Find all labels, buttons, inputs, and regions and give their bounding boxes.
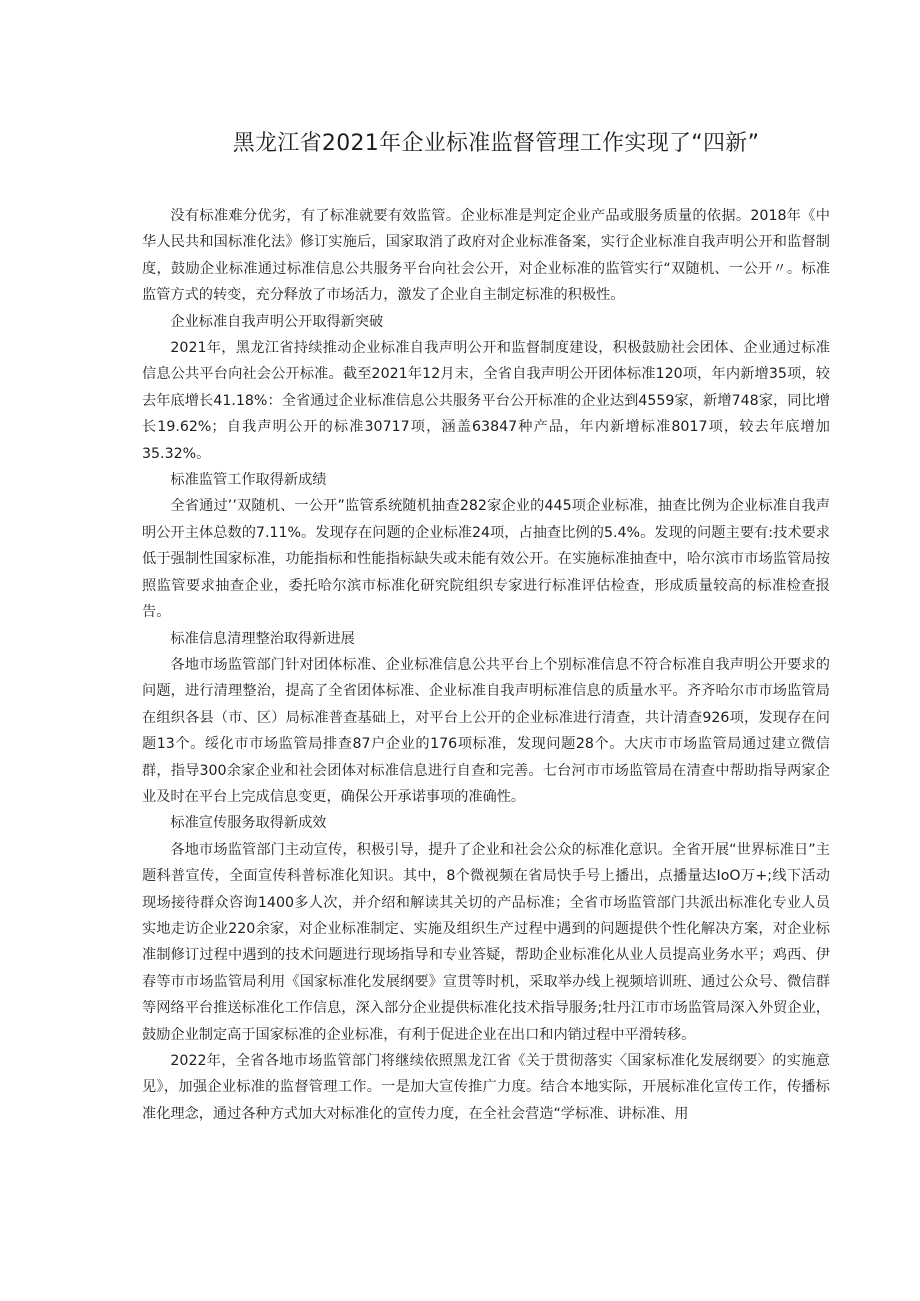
paragraph-conclusion: 2022年，全省各地市场监管部门将继续依照黑龙江省《关于贯彻落实〈国家标准化发展纲要〉的实施意见》，加强企业标准的监督管理工作。一是加大宣传推广力度。结合本地实际，开展标准化宣传工作，传播标准化理念，通过各种方式加大对标准化的宣传力度，在全社会营造“学标准、讲标准、用 xyxy=(142,1053,830,1122)
section-heading: 标准宣传服务取得新成效 xyxy=(170,815,327,832)
paragraph-intro: 没有标准难分优劣，有了标准就要有效监管。企业标准是判定企业产品或服务质量的依据。2018年《中华人民共和国标准化法》修订实施后，国家取消了政府对企业标准备案，实行企业标准自我声明公开和监督制度，鼓励企业标准通过标准信息公共服务平台向社会公开，对企业标准的监管实行“双随机、一公开〃。标准监管方式的转变，充分释放了市场活力，激发了企业自主制定标准的积极性。 xyxy=(142,208,830,304)
section-heading: 标准监管工作取得新成绩 xyxy=(170,472,327,489)
section-heading: 企业标准自我声明公开取得新突破 xyxy=(170,313,384,330)
paragraph: 2021年，黑龙江省持续推动企业标准自我声明公开和监督制度建设，积极鼓励社会团体、企业通过标准信息公共平台向社会公开标准。截至2021年12月末，全省自我声明公开团体标准120项，年内新增35项，较去年底增长41.18%：全省通过企业标准信息公共服务平台公开标准的企业达到4559家，新增748家，同比增长19.62%；自我声明公开的标准30717项，涵盖63847种产品，年内新增标准8017项，较去年底增加35.32%。 xyxy=(142,340,830,462)
paragraph: 全省通过’’双随机、一公开”监管系统随机抽查282家企业的445项企业标准，抽查比例为企业标准自我声明公开主体总数的7.11%。发现存在问题的企业标准24项，占抽查比例的5.4%。发现的问题主要有:技术要求低于强制性国家标准，功能指标和性能指标缺失或未能有效公开。在实施标准抽查中，哈尔滨市市场监管局按照监管要求抽查企业，委托哈尔滨市标准化研究院组织专家进行标准评估检查，形成质量较高的标准检查报告。 xyxy=(142,498,830,621)
paragraph: 各地市场监管部门主动宣传，积极引导，提升了企业和社会公众的标准化意识。全省开展“世界标准日”主题科普宣传，全面宣传科普标准化知识。其中，8个微视频在省局快手号上播出，点播量达IoO万+;线下活动现场接待群众咨询1400多人次，并介绍和解读其关切的产品标准；全省市场监管部门共派出标准化专业人员实地走访企业220余家，对企业标准制定、实施及组织生产过程中遇到的问题提供个性化解决方案，对企业标准制修订过程中遇到的技术问题进行现场指导和专业答疑，帮助企业标准化从业人员提高业务水平；鸡西、伊春等市市场监管局利用《国家标准化发展纲要》宣贯等时机，采取举办线上视频培训班、通过公众号、微信群等网络平台推送标准化工作信息，深入部分企业提供标准化技术指导服务;牡丹江市市场监管局深入外贸企业，鼓励企业制定高于国家标准的企业标准，有利于促进企业在出口和内销过程中平滑转移。 xyxy=(142,841,830,1043)
document-title: 黑龙江省2021年企业标准监督管理工作实现了“四新” xyxy=(232,131,760,156)
paragraph: 各地市场监管部门针对团体标准、企业标准信息公共平台上个别标准信息不符合标准自我声明公开要求的问题，进行清理整治，提高了全省团体标准、企业标准自我声明标准信息的质量水平。齐齐哈尔市市场监管局在组织各县（市、区）局标准普查基础上，对平台上公开的企业标准进行清查，共计清查926项，发现存在问题13个。绥化市市场监管局排查87户企业的176项标准，发现问题28个。大庆市市场监管局通过建立微信群，指导300余家企业和社会团体对标准信息进行自查和完善。七台河市市场监管局在清查中帮助指导两家企业及时在平台上完成信息变更，确保公开承诺事项的准确性。 xyxy=(142,656,830,805)
section-heading: 标准信息清理整治取得新进展 xyxy=(170,630,355,647)
document-body xyxy=(142,203,830,1127)
